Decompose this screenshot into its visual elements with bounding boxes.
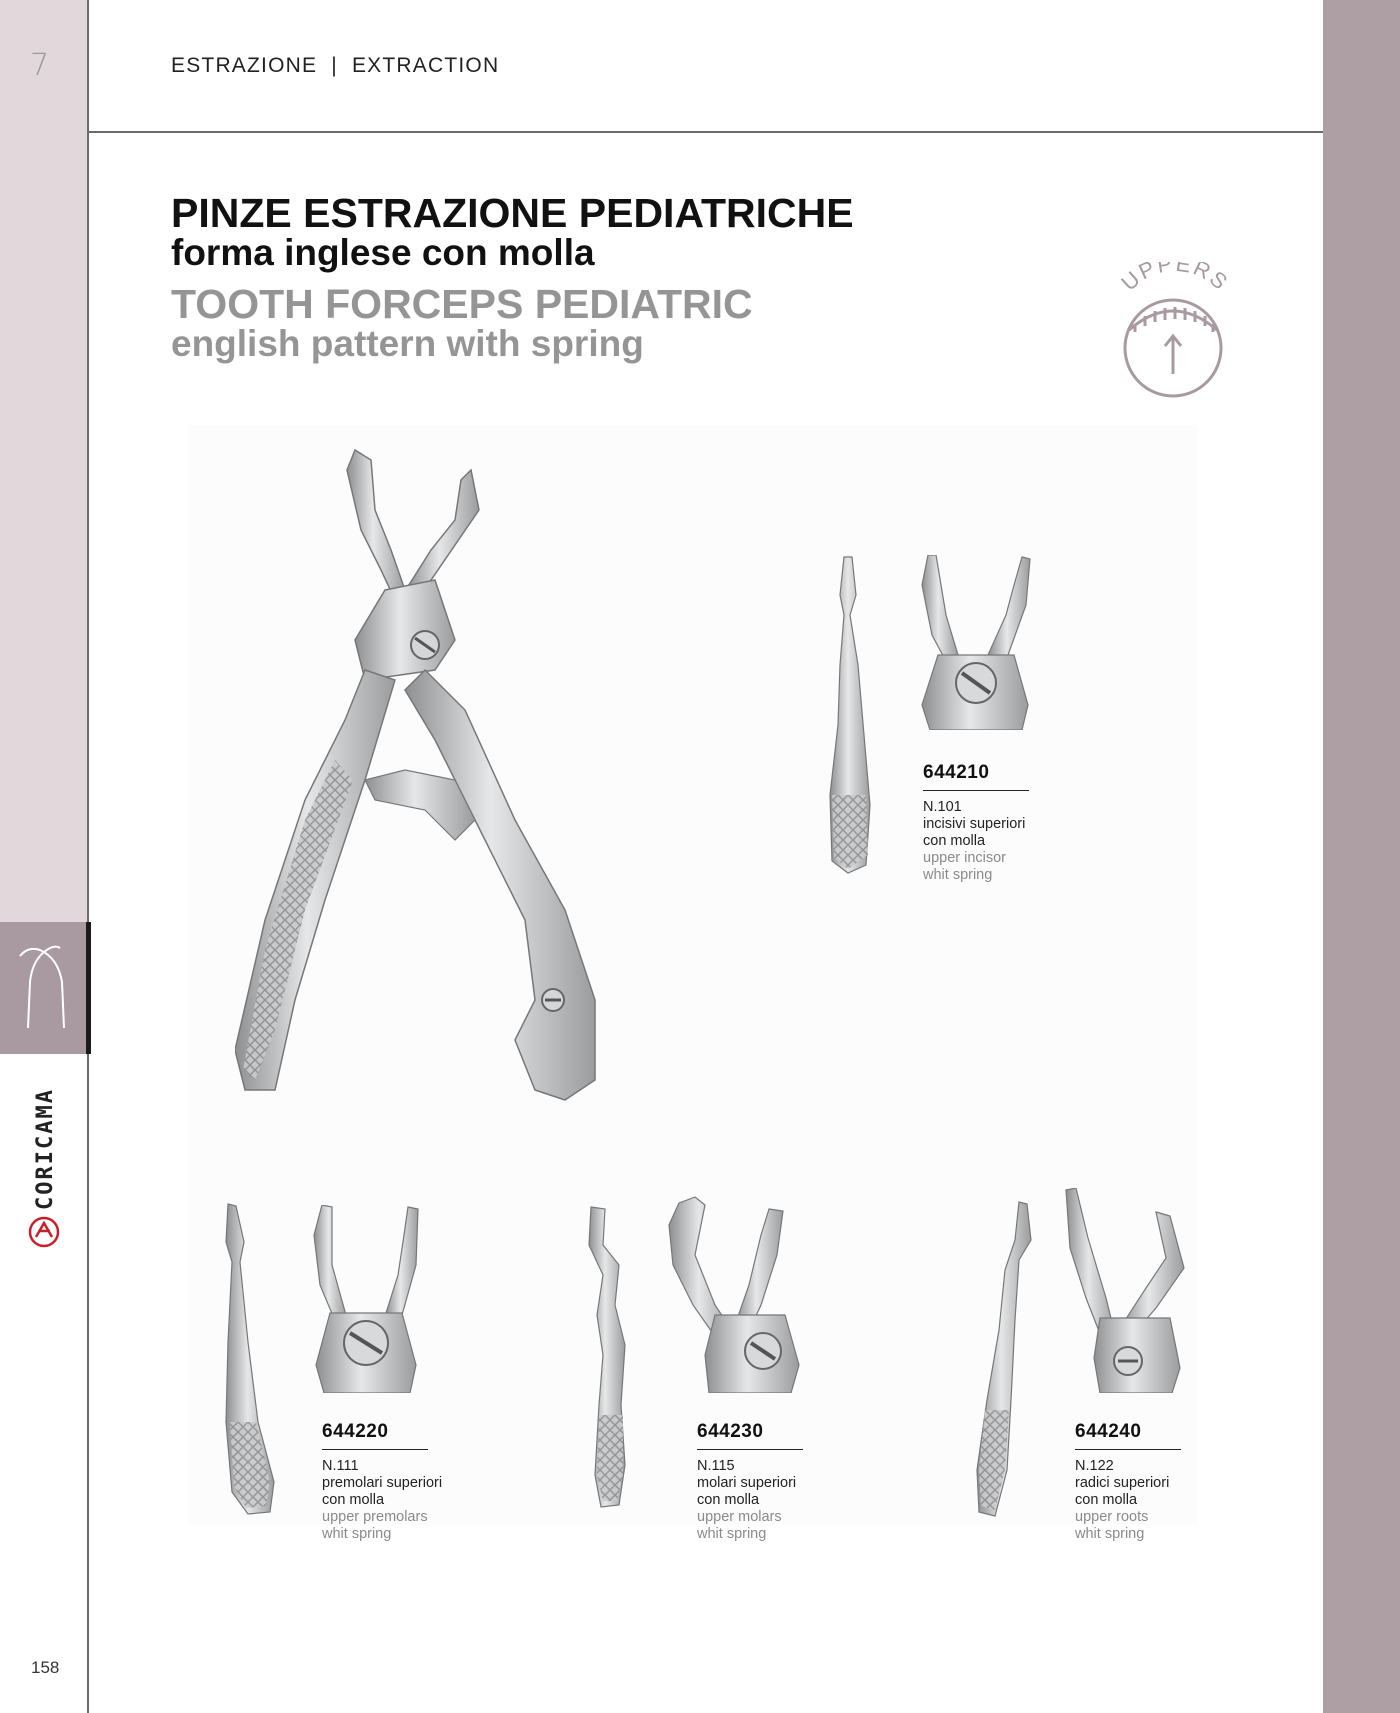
forceps-644220-side-image — [218, 1202, 288, 1517]
product-number: N.101 — [923, 799, 962, 815]
product-desc-it-2: con molla — [697, 1492, 760, 1508]
product-desc-it: radici superiori — [1075, 1475, 1170, 1491]
product-desc-en-2: whit spring — [1075, 1526, 1145, 1542]
product-number: N.122 — [1075, 1458, 1114, 1474]
product-desc-en-2: whit spring — [923, 867, 993, 883]
brand-mark — [26, 1065, 62, 1265]
product-desc-it: molari superiori — [697, 1475, 797, 1491]
section-tab — [0, 922, 91, 1054]
product-desc-it: premolari superiori — [322, 1475, 443, 1491]
product-number: N.115 — [697, 1458, 735, 1474]
product-desc-en: upper molars — [697, 1509, 782, 1525]
forceps-644230-side-image — [585, 1205, 655, 1510]
section-header: ESTRAZIONE | EXTRACTION — [171, 54, 500, 77]
svg-text:UPPERS — [1116, 262, 1234, 296]
forceps-644210-jaw-image — [918, 555, 1033, 730]
page-number: 158 — [31, 1658, 60, 1677]
forceps-644240-jaw-image — [1060, 1188, 1190, 1393]
forceps-outline-icon — [0, 922, 86, 1054]
right-color-bar — [1323, 0, 1400, 1713]
large-forceps-image — [235, 440, 615, 1120]
italian-title: PINZE ESTRAZIONE PEDIATRICHE — [171, 190, 854, 236]
product-desc-en-2: whit spring — [322, 1526, 392, 1542]
product-desc-en: upper incisor — [923, 850, 1007, 866]
badge-label: UPPERS — [1116, 262, 1234, 296]
english-subtitle: english pattern with spring — [171, 323, 644, 364]
header-divider — [89, 131, 1323, 133]
product-desc-it: incisivi superiori — [923, 816, 1026, 832]
product-644210 — [923, 762, 1103, 884]
left-divider — [87, 0, 89, 1713]
forceps-644220-jaw-image — [310, 1205, 425, 1393]
forceps-644210-side-image — [818, 555, 878, 875]
product-number: N.111 — [322, 1458, 359, 1474]
product-code: 644210 — [923, 762, 1029, 791]
product-desc-it-2: con molla — [1075, 1492, 1138, 1508]
english-title: TOOTH FORCEPS PEDIATRIC — [171, 281, 753, 327]
left-sidebar-band — [0, 0, 88, 922]
product-desc-it-2: con molla — [923, 833, 986, 849]
product-644220 — [322, 1421, 502, 1543]
product-desc-it-2: con molla — [322, 1492, 385, 1508]
coricama-logo-icon — [26, 1065, 62, 1265]
upper-arch-arrow-icon — [1125, 300, 1221, 396]
section-tab-edge — [86, 922, 91, 1054]
product-desc-en: upper premolars — [322, 1509, 428, 1525]
product-desc-en-2: whit spring — [697, 1526, 767, 1542]
forceps-644230-jaw-image — [665, 1195, 805, 1393]
product-644240 — [1075, 1421, 1255, 1543]
chapter-number: 7 — [30, 48, 50, 83]
brand-name: CORICAMA — [33, 1088, 58, 1210]
forceps-644240-side-image — [975, 1200, 1045, 1520]
product-644230 — [697, 1421, 877, 1543]
product-desc-en: upper roots — [1075, 1509, 1149, 1525]
italian-subtitle: forma inglese con molla — [171, 232, 595, 273]
product-code: 644240 — [1075, 1421, 1181, 1450]
product-code: 644230 — [697, 1421, 803, 1450]
uppers-badge — [1105, 262, 1245, 402]
product-code: 644220 — [322, 1421, 428, 1450]
